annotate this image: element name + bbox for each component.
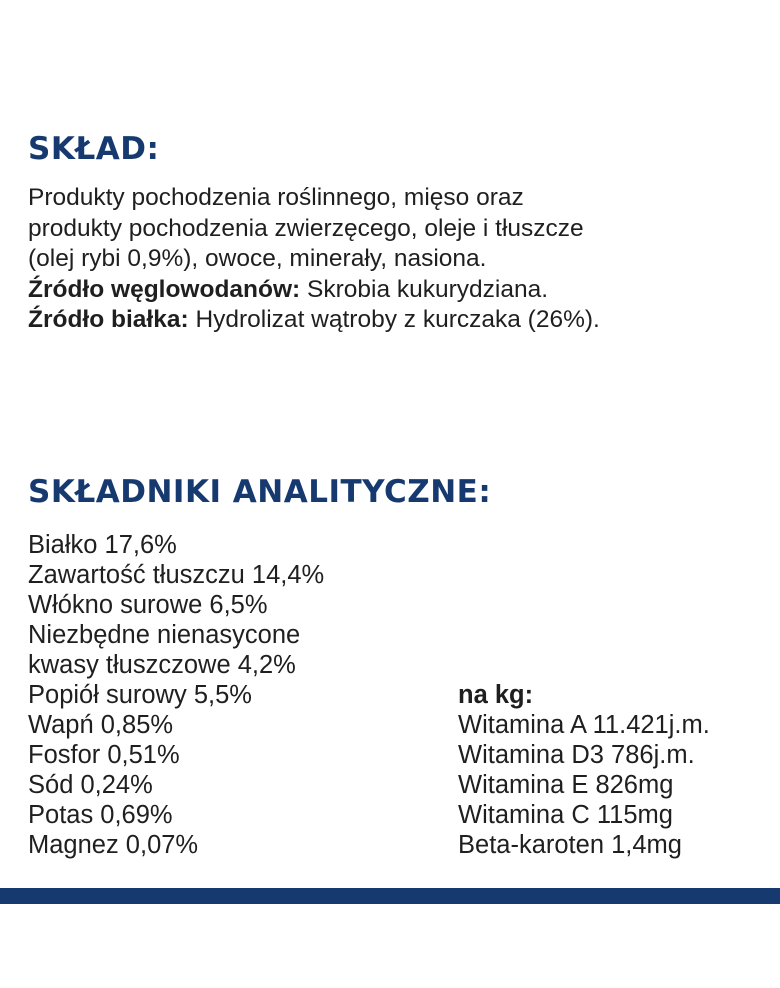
carb-source-label: Źródło węglowodanów: [28, 275, 301, 303]
analytic-item: Niezbędne nienasycone [28, 621, 301, 649]
sklad-line-1: Produkty pochodzenia roślinnego, mięso oraz [28, 184, 524, 211]
analytic-item: Potas 0,69% [28, 801, 173, 829]
vitamins-list [458, 680, 710, 860]
protein-source-value: Hydrolizat wątroby z kurczaka (26%). [188, 306, 600, 333]
carb-source-value: Skrobia kukurydziana. [300, 275, 549, 303]
protein-source-line [28, 305, 768, 336]
analytic-item: Magnez 0,07% [28, 831, 199, 859]
vitamin-item: Witamina D3 786j.m. [458, 741, 695, 769]
analytic-heading: SKŁADNIKI ANALITYCZNE: [28, 474, 492, 510]
vitamin-item: Witamina E 826mg [458, 771, 674, 799]
vitamin-item: Beta-karoten 1,4mg [458, 831, 682, 859]
analytic-item: Wapń 0,85% [28, 711, 174, 739]
analytic-list [28, 530, 324, 860]
analytic-item: Zawartość tłuszczu 14,4% [28, 561, 325, 589]
analytic-item: Włókno surowe 6,5% [28, 591, 268, 619]
vitamin-item: Witamina A 11.421j.m. [458, 711, 710, 739]
analytic-item: Fosfor 0,51% [28, 741, 180, 769]
sklad-line-2: produkty pochodzenia zwierzęcego, oleje i tłuszcze [28, 214, 584, 242]
carb-source-line [28, 275, 768, 306]
vitamin-item: Witamina C 115mg [458, 801, 673, 829]
analytic-item: Białko 17,6% [28, 531, 177, 559]
analytic-item: Popiół surowy 5,5% [28, 681, 252, 709]
sklad-line-3: (olej rybi 0,9%), owoce, minerały, nasiona. [28, 245, 487, 272]
analytic-item: Sód 0,24% [28, 771, 153, 799]
analytic-item: kwasy tłuszczowe 4,2% [28, 651, 296, 679]
protein-source-label: Źródło białka: [28, 306, 189, 333]
vitamins-heading: na kg: [458, 681, 534, 709]
sklad-heading: SKŁAD: [28, 131, 160, 167]
sklad-paragraph [28, 183, 768, 336]
footer-divider-bar [0, 888, 780, 904]
